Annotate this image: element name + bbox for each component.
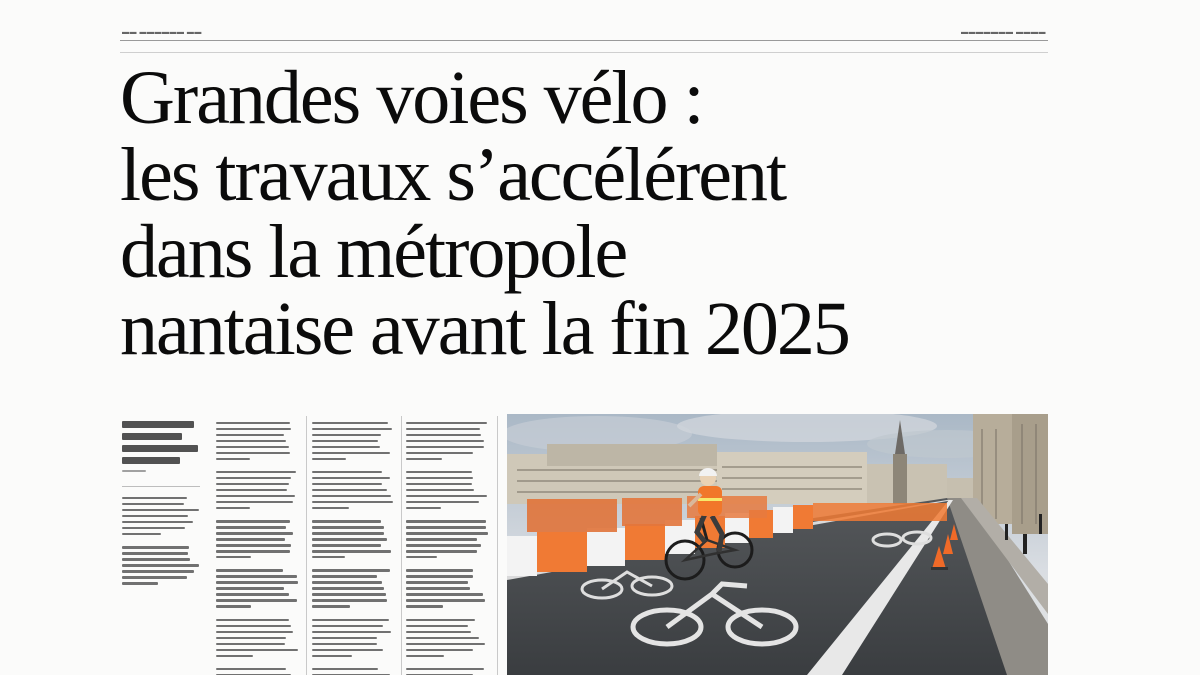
illegible-text-line — [216, 575, 297, 577]
illegible-text-line — [122, 527, 185, 529]
illegible-text-line — [216, 440, 286, 442]
illegible-text-line — [312, 637, 377, 639]
masthead-right-text: ▬▬▬▬▬▬▬ ▬▬▬▬ — [961, 29, 1046, 36]
illegible-text-line — [406, 428, 480, 430]
illegible-text-line — [312, 446, 380, 448]
illegible-text-line — [406, 477, 473, 479]
illegible-text-line — [406, 507, 441, 509]
illegible-text-line — [406, 569, 473, 571]
masthead-left-text: ▬▬ ▬▬▬▬▬▬ ▬▬ — [122, 29, 202, 36]
illegible-text-line — [216, 581, 298, 583]
illegible-text-line — [406, 556, 437, 558]
illegible-text-line — [216, 532, 293, 534]
illegible-text-line — [312, 569, 390, 571]
illegible-text-line — [406, 532, 488, 534]
illegible-text-line — [216, 544, 291, 546]
illegible-text-line — [216, 501, 293, 503]
article-column-1 — [216, 418, 300, 675]
illegible-text-line — [122, 509, 199, 511]
illegible-text-line — [216, 428, 291, 430]
sidebar-byline-illegible — [122, 470, 202, 472]
headline-line-1: Grandes voies vélo : — [120, 56, 703, 140]
masthead-strip — [120, 29, 1048, 39]
illegible-text-line — [216, 489, 287, 491]
illegible-text-line — [312, 655, 352, 657]
illegible-text-line — [216, 619, 289, 621]
illegible-text-line — [312, 483, 382, 485]
illegible-text-line — [216, 434, 284, 436]
illegible-text-line — [406, 440, 484, 442]
illegible-text-line — [216, 471, 296, 473]
sidebar-text-illegible — [122, 497, 202, 585]
illegible-text-line — [312, 668, 378, 670]
illegible-text-line — [312, 619, 389, 621]
illegible-text-line — [406, 637, 479, 639]
illegible-text-line — [406, 631, 471, 633]
masthead-rule — [120, 40, 1048, 41]
illegible-text-line — [312, 489, 387, 491]
illegible-text-line — [312, 544, 381, 546]
illegible-text-line — [122, 570, 194, 572]
illegible-text-line — [406, 599, 485, 601]
illegible-text-line — [216, 593, 289, 595]
sidebar-divider — [122, 486, 200, 487]
illegible-text-line — [406, 649, 473, 651]
headline — [120, 56, 1060, 371]
illegible-text-line — [122, 582, 158, 584]
illegible-text-line — [216, 422, 290, 424]
illegible-text-line — [216, 483, 289, 485]
sidebar-summary — [122, 418, 202, 596]
illegible-text-line — [406, 625, 468, 627]
illegible-text-line — [216, 631, 293, 633]
illegible-text-line — [312, 581, 382, 583]
illegible-text-line — [216, 477, 291, 479]
illegible-text-line — [312, 593, 386, 595]
illegible-text-line — [406, 495, 487, 497]
illegible-text-line — [122, 515, 188, 517]
illegible-text-line — [122, 503, 184, 505]
illegible-text-line — [406, 501, 479, 503]
illegible-text-line — [216, 605, 251, 607]
illegible-text-line — [312, 575, 377, 577]
illegible-text-line — [312, 471, 382, 473]
illegible-text-line — [312, 631, 391, 633]
illegible-text-line — [312, 643, 377, 645]
illegible-text-line — [312, 440, 378, 442]
headline-line-4: nantaise avant la fin 2025 — [120, 287, 849, 371]
illegible-text-line — [216, 507, 250, 509]
illegible-text-line — [312, 587, 384, 589]
column-divider-2 — [401, 416, 402, 675]
illegible-text-line — [216, 625, 291, 627]
illegible-text-line — [406, 619, 475, 621]
illegible-text-line — [406, 446, 484, 448]
illegible-text-line — [406, 458, 442, 460]
illegible-text-line — [216, 556, 251, 558]
illegible-text-line — [406, 489, 474, 491]
headline-line-3: dans la métropole — [120, 210, 627, 294]
illegible-text-line — [122, 564, 199, 566]
illegible-text-line — [122, 558, 190, 560]
illegible-text-line — [312, 625, 383, 627]
illegible-text-line — [406, 587, 470, 589]
photo-illustration — [507, 414, 1048, 675]
illegible-text-line — [216, 446, 289, 448]
illegible-text-line — [406, 544, 481, 546]
illegible-text-line — [406, 452, 473, 454]
illegible-text-line — [312, 452, 390, 454]
illegible-text-line — [406, 538, 477, 540]
illegible-text-line — [312, 550, 391, 552]
illegible-text-line — [122, 576, 187, 578]
illegible-text-line — [312, 605, 350, 607]
illegible-text-line — [216, 452, 290, 454]
illegible-text-line — [406, 655, 444, 657]
illegible-text-line — [406, 575, 473, 577]
article-column-3 — [406, 418, 490, 675]
illegible-text-line — [312, 556, 345, 558]
illegible-text-line — [216, 637, 286, 639]
illegible-text-line — [312, 507, 349, 509]
illegible-text-line — [216, 550, 290, 552]
illegible-text-line — [216, 458, 250, 460]
illegible-text-line — [312, 428, 392, 430]
illegible-text-line — [216, 655, 253, 657]
column-divider-1 — [306, 416, 307, 675]
illegible-text-line — [406, 643, 485, 645]
illegible-text-line — [312, 526, 384, 528]
illegible-text-line — [216, 495, 295, 497]
illegible-text-line — [406, 605, 443, 607]
illegible-text-line — [312, 458, 346, 460]
illegible-text-line — [406, 422, 487, 424]
illegible-text-line — [406, 434, 481, 436]
illegible-text-line — [312, 477, 390, 479]
illegible-text-line — [216, 520, 290, 522]
illegible-text-line — [312, 495, 391, 497]
illegible-text-line — [406, 526, 486, 528]
illegible-text-line — [122, 533, 161, 535]
illegible-text-line — [406, 593, 483, 595]
illegible-text-line — [406, 471, 472, 473]
article-photo — [507, 414, 1048, 675]
column-divider-3 — [497, 416, 498, 675]
headline-line-2: les travaux s’accélérent — [120, 133, 786, 217]
illegible-text-line — [406, 668, 484, 670]
illegible-text-line — [312, 422, 388, 424]
illegible-text-line — [122, 552, 188, 554]
illegible-text-line — [216, 599, 297, 601]
illegible-text-line — [216, 587, 284, 589]
masthead-rule-secondary — [120, 52, 1048, 53]
illegible-text-line — [216, 649, 298, 651]
illegible-text-line — [406, 483, 472, 485]
illegible-text-line — [312, 520, 381, 522]
article-column-2 — [312, 418, 396, 675]
illegible-text-line — [312, 538, 387, 540]
sidebar-heading-illegible — [122, 421, 202, 464]
illegible-text-line — [406, 550, 477, 552]
illegible-text-line — [312, 434, 381, 436]
illegible-text-line — [406, 520, 486, 522]
illegible-text-line — [122, 546, 189, 548]
illegible-text-line — [122, 497, 187, 499]
illegible-text-line — [122, 521, 193, 523]
illegible-text-line — [312, 599, 387, 601]
illegible-text-line — [216, 668, 286, 670]
illegible-text-line — [216, 643, 285, 645]
illegible-text-line — [216, 569, 283, 571]
illegible-text-line — [312, 532, 384, 534]
illegible-text-line — [216, 526, 286, 528]
illegible-text-line — [312, 501, 393, 503]
illegible-text-line — [216, 538, 285, 540]
illegible-text-line — [312, 649, 383, 651]
illegible-text-line — [406, 581, 468, 583]
